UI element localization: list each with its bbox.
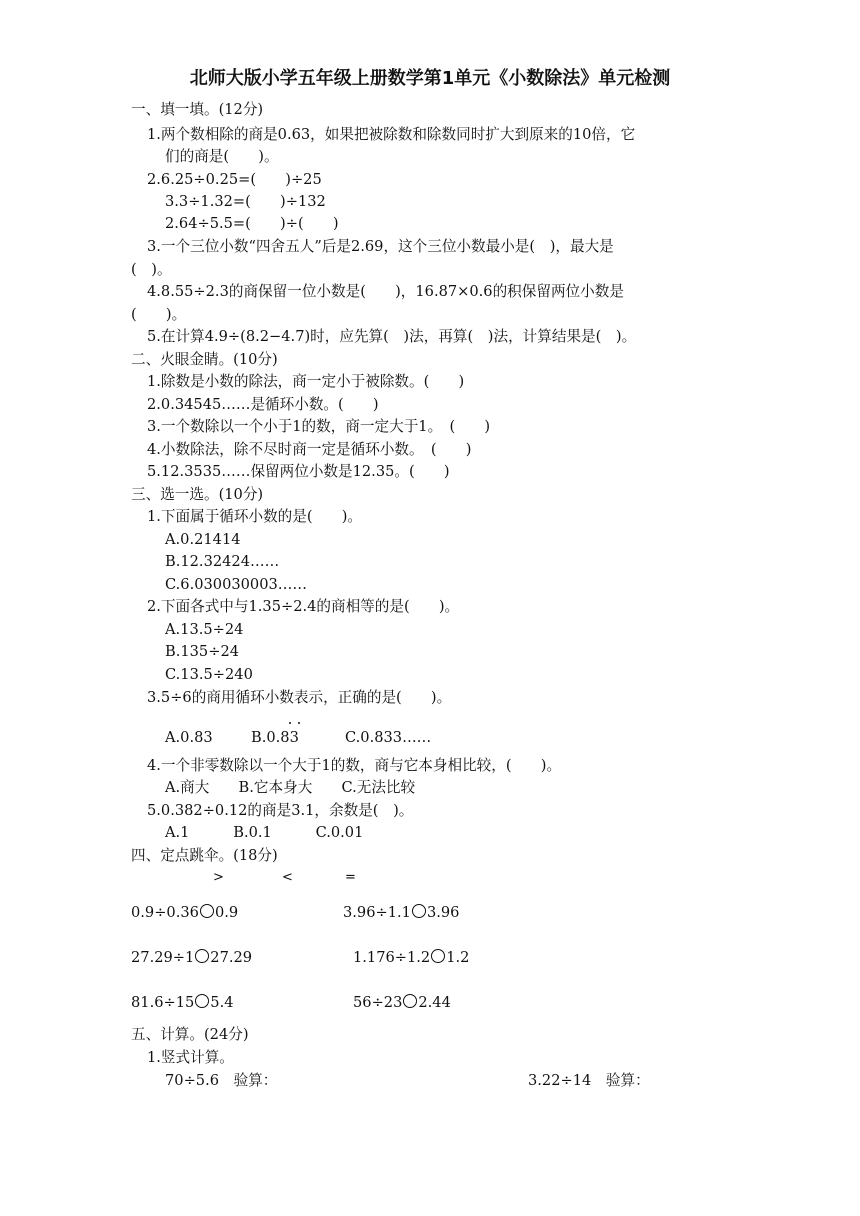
section-4-heading: 四、定点跳伞。(18分) [131,847,278,864]
question-2-5: 5.12.3535……保留两位小数是12.35。( ) [147,463,450,480]
compare-row-2-right: 1.176÷1.2 1.2 [353,949,470,966]
question-1-3-line-2: ( )。 [131,261,172,278]
question-2-1: 1.除数是小数的除法，商一定小于被除数。( ) [147,373,465,390]
question-1-4-line-1: 4.8.55÷2.3的商保留一位小数是( )，16.87×0.6的积保留两位小数是 [147,283,624,300]
equal-sign: = [345,870,356,885]
greater-sign: > [213,870,224,885]
question-5-1: 1.竖式计算。 [147,1049,234,1066]
option-3-1-c: C.6.030030003…… [165,576,307,593]
answer-circle[interactable] [431,949,445,963]
question-3-5: 5.0.382÷0.12的商是3.1，余数是( )。 [147,802,414,819]
option-3-1-b: B.12.32424…… [165,553,280,570]
problem-5-1-b: 3.22÷14 验算： [528,1072,650,1089]
question-1-1-line-2: 们的商是( )。 [165,148,279,165]
compare-row-3-right: 56÷23 2.44 [353,994,451,1011]
question-1-1-line-1: 1.两个数相除的商是0.63，如果把被除数和除数同时扩大到原来的10倍，它 [147,126,636,143]
problem-5-1-a: 70÷5.6 验算： [165,1072,278,1089]
question-3-3: 3.5÷6的商用循环小数表示，正确的是( )。 [147,689,452,706]
section-5-heading: 五、计算。(24分) [131,1026,249,1043]
less-sign: < [282,870,293,885]
compare-row-1-left: 0.9÷0.36 0.9 [131,904,239,921]
question-1-2-line-3: 2.64÷5.5=( )÷( ) [165,215,339,232]
answer-circle[interactable] [195,949,209,963]
compare-row-3-left: 81.6÷15 5.4 [131,994,234,1011]
question-3-2: 2.下面各式中与1.35÷2.4的商相等的是( )。 [147,598,460,615]
section-1-heading: 一、填一填。(12分) [131,101,264,118]
repeating-dot [298,722,300,724]
question-2-2: 2.0.34545……是循环小数。( ) [147,396,379,413]
answer-circle[interactable] [195,994,209,1008]
question-1-4-line-2: ( )。 [131,306,187,323]
question-2-3: 3.一个数除以一个小于1的数，商一定大于1。 ( ) [147,418,491,435]
option-3-2-a: A.13.5÷24 [165,621,244,638]
options-3-5: A.1 B.0.1 C.0.01 [165,824,364,841]
options-3-4: A.商大 B.它本身大 C.无法比较 [165,779,416,796]
option-3-2-c: C.13.5÷240 [165,666,253,683]
question-1-2-line-2: 3.3÷1.32=( )÷132 [165,193,326,210]
question-3-1: 1.下面属于循环小数的是( )。 [147,508,363,525]
option-3-3-a: A.0.83 [165,729,213,746]
option-3-3-c: C.0.833…… [345,729,432,746]
question-3-4: 4.一个非零数除以一个大于1的数，商与它本身相比较，( )。 [147,757,562,774]
question-1-5: 5.在计算4.9÷(8.2−4.7)时，应先算( )法，再算( )法，计算结果是( )。 [147,328,637,345]
compare-row-2-left: 27.29÷1 27.29 [131,949,253,966]
option-3-2-b: B.135÷24 [165,643,240,660]
section-3-heading: 三、选一选。(10分) [131,486,264,503]
repeating-dot [289,722,291,724]
question-2-4: 4.小数除法，除不尽时商一定是循环小数。 ( ) [147,441,472,458]
question-1-3-line-1: 3.一个三位小数“四舍五人”后是2.69，这个三位小数最小是( )，最大是 [147,238,614,255]
option-3-3-b: B.0.83 [251,729,299,746]
answer-circle[interactable] [412,904,426,918]
section-2-heading: 二、火眼金睛。(10分) [131,351,278,368]
answer-circle[interactable] [200,904,214,918]
question-1-2-line-1: 2.6.25÷0.25=( )÷25 [147,171,322,188]
answer-circle[interactable] [403,994,417,1008]
compare-row-1-right: 3.96÷1.1 3.96 [343,904,460,921]
page-title: 北师大版小学五年级上册数学第1单元《小数除法》单元检测 [189,68,671,89]
option-3-1-a: A.0.21414 [165,531,241,548]
